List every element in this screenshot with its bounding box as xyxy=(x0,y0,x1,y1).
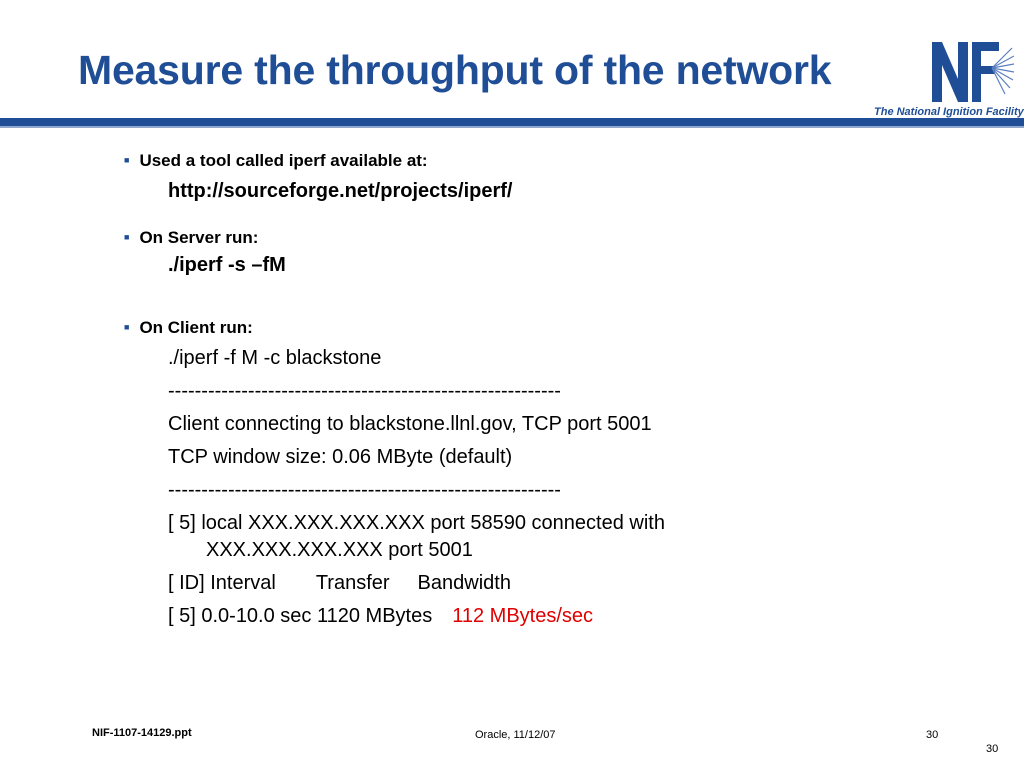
logo-tagline: The National Ignition Facility xyxy=(874,106,1024,118)
footer-page-small: 30 xyxy=(926,729,939,741)
remote-address-line: XXX.XXX.XXX.XXX port 5001 xyxy=(206,539,473,561)
window-size-line: TCP window size: 0.06 MByte (default) xyxy=(168,446,513,468)
result-bandwidth: 112 MBytes/sec xyxy=(452,605,594,627)
connecting-line: Client connecting to blackstone.llnl.gov, TCP port 5001 xyxy=(168,413,652,435)
separator-line: ----------------------------------------------------------- xyxy=(168,479,561,501)
bullet-label: On Server run: xyxy=(139,228,259,247)
slide-number: 30 xyxy=(986,743,999,755)
client-command: ./iperf -f M -c blackstone xyxy=(168,347,382,369)
results-row xyxy=(168,605,593,628)
bullet-label: Used a tool called iperf available at: xyxy=(139,151,428,170)
footer-date: Oracle, 11/12/07 xyxy=(475,729,556,741)
iperf-url: http://sourceforge.net/projects/iperf/ xyxy=(168,180,513,202)
slide-title: Measure the throughput of the network xyxy=(78,47,832,93)
bullet-marker: ■ xyxy=(124,155,130,165)
header-transfer: Transfer xyxy=(315,572,390,594)
bullet-server xyxy=(124,228,258,248)
bullet-marker: ■ xyxy=(124,232,130,242)
bullet-client xyxy=(124,318,253,338)
footer-filename: NIF-1107-14129.ppt xyxy=(92,727,192,739)
title-rule xyxy=(0,118,1024,126)
header-id-interval: [ ID] Interval xyxy=(168,572,276,594)
results-header xyxy=(168,572,511,595)
server-command: ./iperf -s –fM xyxy=(168,254,286,276)
nif-logo xyxy=(928,38,1014,106)
bullet-label: On Client run: xyxy=(139,318,253,337)
result-values: [ 5] 0.0-10.0 sec 1120 MBytes xyxy=(168,605,433,627)
bullet-marker: ■ xyxy=(124,322,130,332)
separator-line: ----------------------------------------------------------- xyxy=(168,380,561,402)
header-bandwidth: Bandwidth xyxy=(417,572,511,594)
bullet-tool xyxy=(124,151,428,171)
local-connection-line: [ 5] local XXX.XXX.XXX.XXX port 58590 connected with xyxy=(168,512,665,534)
